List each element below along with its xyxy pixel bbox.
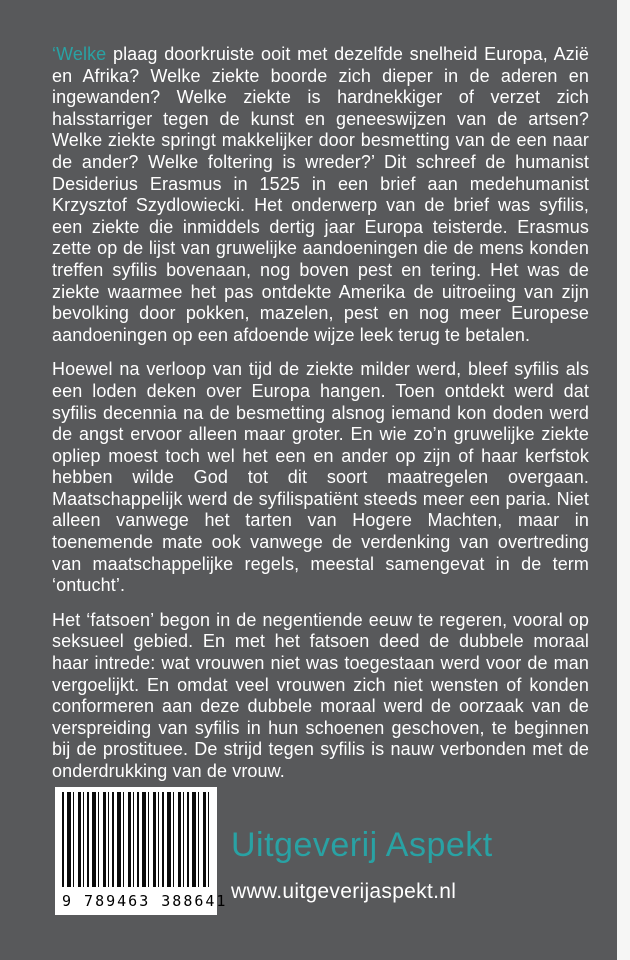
- publisher-name: Uitgeverij Aspekt: [231, 826, 493, 864]
- paragraph-3: Het ‘fatsoen’ begon in de negentiende eeuw te regeren, vooral op seksueel gebied. En met het fatsoen deed de dubbele moraal haar intrede: wat vrouwen niet was toegestaan werd voor de man vergoelijkt. En omdat veel vrouwen zich niet wensten of konden conformeren aan deze dubbele moraal werd de oorzaak van de verspreiding van syfilis in hun schoenen geschoven, te beginnen bij de prostituee. De strijd tegen syfilis is nauw verbonden met de onderdrukking van de vrouw.: [52, 609, 589, 781]
- publisher-block: [231, 826, 493, 904]
- barcode-bars-graphic: [62, 792, 210, 887]
- barcode-number: 9 789463 388641: [62, 892, 228, 910]
- paragraph-1: [52, 44, 589, 346]
- page-edge-stripe: [617, 0, 630, 960]
- paragraph-2: Hoewel na verloop van tijd de ziekte milder werd, bleef syfilis als een loden deken over Europa hangen. Toen ontdekt werd dat syfilis decennia na de besmetting alsnog iemand kon doden werd de angst ervoor alleen maar groter. En wie zo’n gruwelijke ziekte opliep moest toch wel het een en ander op zijn of haar kerfstok hebben wilde God tot dit soort maatregelen overgaan. Maatschappelijk werd de syfilispatiënt steeds meer een paria. Niet alleen vanwege het tarten van Hogere Machten, maar in toenemende mate ook vanwege de verdenking van overtreding van maatschappelijke regels, meestal samengevat in de term ‘ontucht’.: [52, 359, 589, 596]
- paragraph-1-text: plaag doorkruiste ooit met dezelfde snelheid Europa, Azië en Afrika? Welke ziekte boorde zich dieper in de aderen en ingewanden? Welke ziekte is hardnekkiger of verzet zich halsstarriger tegen de kunst en geneeswijzen van de artsen? Welke ziekte springt makkelijker door besmetting van de een naar de ander? Welke foltering is wreder?’ Dit schreef de humanist Desiderius Erasmus in 1525 in een brief aan medehumanist Krzysztof Szydlowiecki. Het onderwerp van de brief was syfilis, een ziekte die inmiddels dertig jaar Europa teisterde. Erasmus zette op de lijst van gruwelijke aandoeningen die de mens konden treffen syfilis bovenaan, nog boven pest en tering. Het was de ziekte waarmee het pas ontdekte Amerika de uitroeiing van zijn bevolking door pokken, mazelen, pest en nog meer Europese aandoeningen op een afdoende wijze leek terug te betalen.: [52, 44, 589, 345]
- opening-word-highlight: ‘Welke: [52, 44, 107, 64]
- barcode: [55, 787, 228, 915]
- publisher-website: www.uitgeverijaspekt.nl: [231, 880, 457, 903]
- blurb-text: [52, 44, 589, 796]
